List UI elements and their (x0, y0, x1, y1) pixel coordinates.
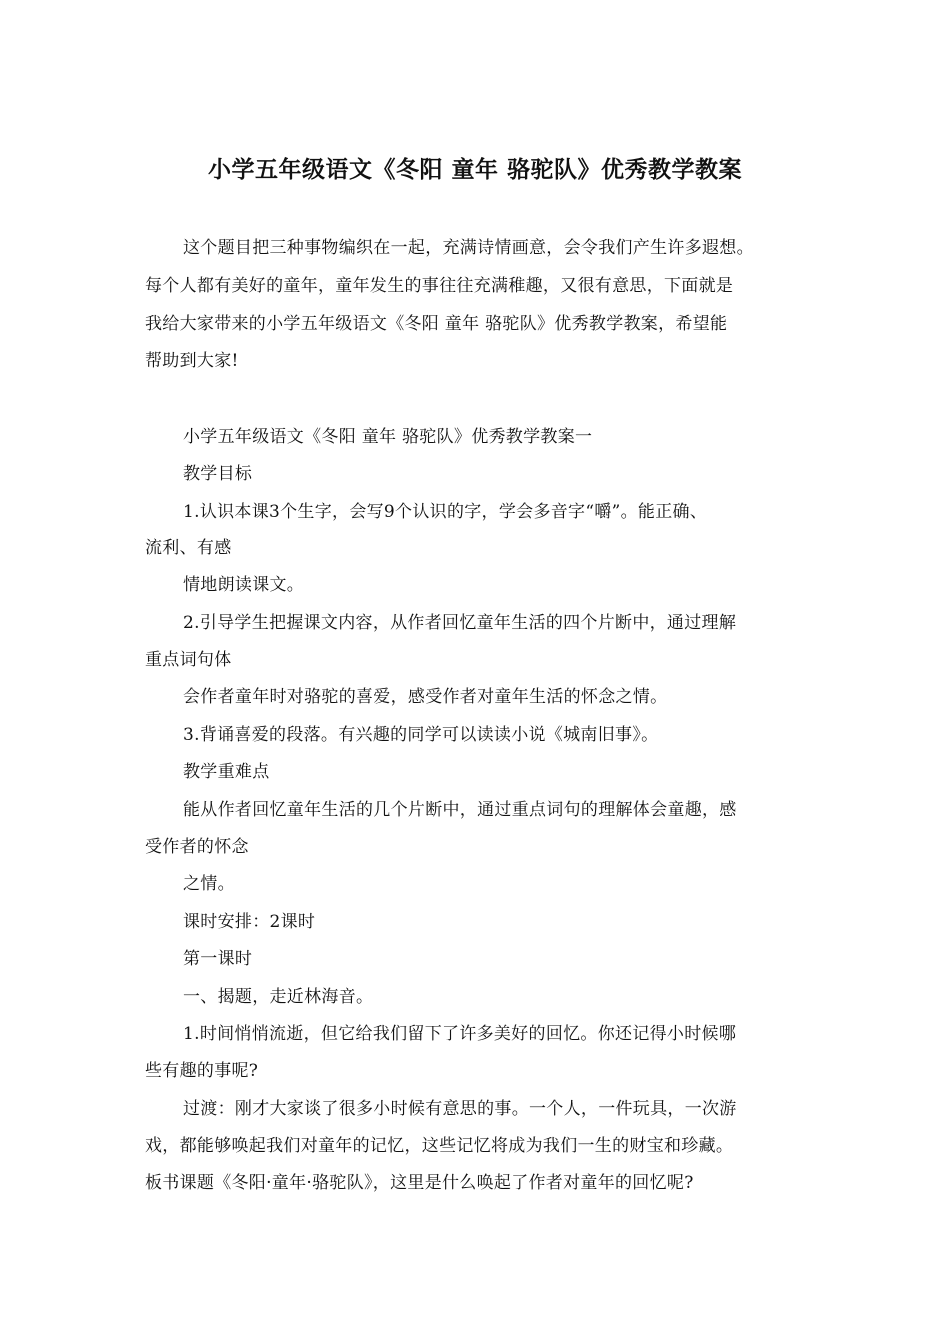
class-arrangement: 课时安排：2课时 (183, 912, 316, 932)
key-points-heading: 教学重难点 (183, 762, 270, 782)
intro-line-1: 这个题目把三种事物编织在一起，充满诗情画意，会令我们产生许多遐想。 (183, 238, 754, 258)
intro-line-4: 帮助到大家! (145, 351, 239, 371)
transition-line-1: 过渡：刚才大家谈了很多小时候有意思的事。一个人，一件玩具，一次游 (183, 1099, 737, 1119)
key-points-line-3: 之情。 (183, 874, 235, 894)
step-1-item-line-2: 些有趣的事呢? (145, 1061, 259, 1081)
key-points-line-2: 受作者的怀念 (145, 837, 249, 857)
goal-2-line-2: 重点词句体 (145, 650, 232, 670)
goal-3-line: 3.背诵喜爱的段落。有兴趣的同学可以读读小说《城南旧事》。 (183, 725, 659, 745)
goal-2-line-1: 2.引导学生把握课文内容，从作者回忆童年生活的四个片断中，通过理解 (183, 613, 737, 633)
goal-1-line-1: 1.认识本课3个生字，会写9个认识的字，学会多音字“嚼”。能正确、 (183, 502, 708, 522)
document-title: 小学五年级语文《冬阳 童年 骆驼队》优秀教学教案 (207, 157, 742, 183)
transition-line-3: 板书课题《冬阳·童年·骆驼队》，这里是什么唤起了作者对童年的回忆呢? (145, 1173, 694, 1193)
step-1-item-line-1: 1.时间悄悄流逝，但它给我们留下了许多美好的回忆。你还记得小时候哪 (183, 1024, 737, 1044)
section-heading: 小学五年级语文《冬阳 童年 骆驼队》优秀教学教案一 (183, 427, 593, 447)
key-points-line-1: 能从作者回忆童年生活的几个片断中，通过重点词句的理解体会童趣，感 (183, 800, 737, 820)
goal-1-line-3: 情地朗读课文。 (183, 575, 305, 595)
intro-line-3: 我给大家带来的小学五年级语文《冬阳 童年 骆驼队》优秀教学教案，希望能 (145, 314, 728, 334)
intro-line-2: 每个人都有美好的童年，童年发生的事往往充满稚趣，又很有意思，下面就是 (145, 276, 734, 296)
step-1-heading: 一、揭题，走近林海音。 (183, 987, 374, 1007)
first-lesson-heading: 第一课时 (183, 949, 253, 969)
transition-line-2: 戏，都能够唤起我们对童年的记忆，这些记忆将成为我们一生的财宝和珍藏。 (145, 1136, 734, 1156)
teaching-goals-heading: 教学目标 (183, 464, 253, 484)
goal-2-line-3: 会作者童年时对骆驼的喜爱，感受作者对童年生活的怀念之情。 (183, 687, 668, 707)
goal-1-line-2: 流利、有感 (145, 538, 232, 558)
